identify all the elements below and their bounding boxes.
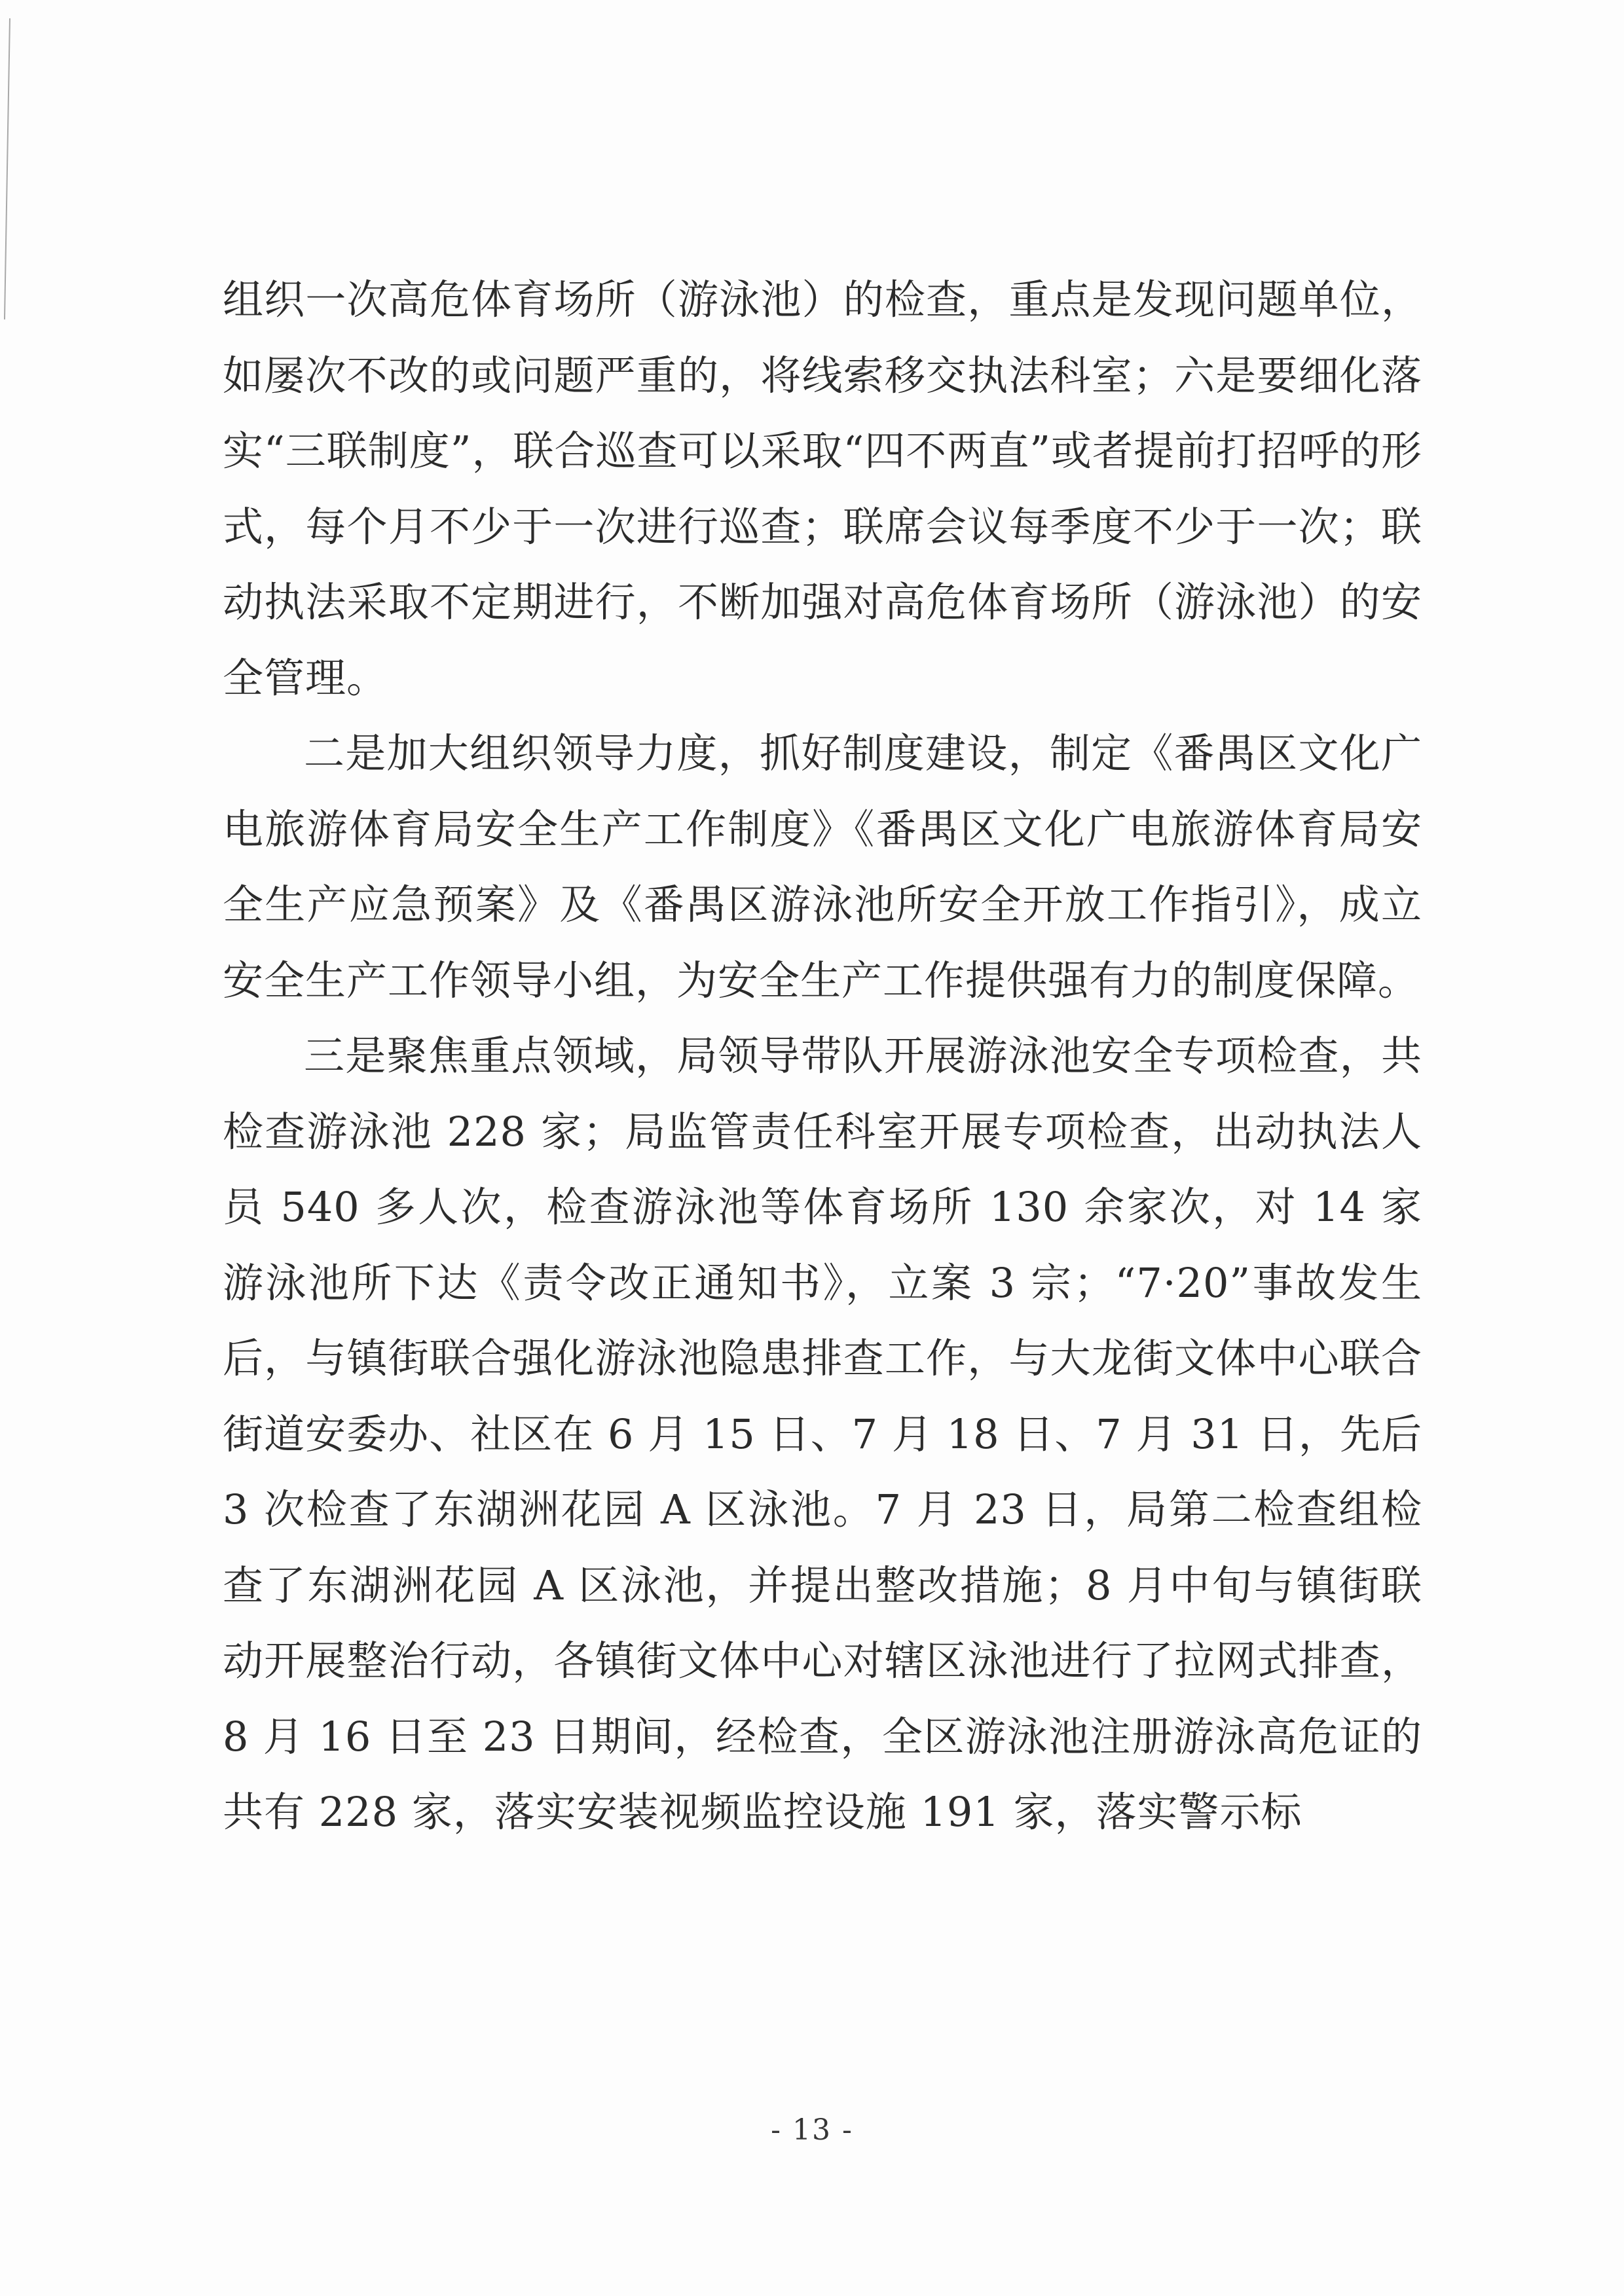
body-paragraph-second-point: 二是加大组织领导力度，抓好制度建设，制定《番禺区文化广电旅游体育局安全生产工作制度》《番禺区文化广电旅游体育局安全生产应急预案》及《番禺区游泳池所安全开放工作指引》，成立安全生产工作领导小组，为安全生产工作提供强有力的制度保障。 — [223, 729, 1422, 1004]
page-number: - 13 - — [771, 2113, 853, 2147]
body-paragraph-continuation: 组织一次高危体育场所（游泳池）的检查，重点是发现问题单位，如屡次不改的或问题严重的，将线索移交执法科室；六是要细化落实“三联制度”，联合巡查可以采取“四不两直”或者提前打招呼的形式，每个月不少于一次进行巡查；联席会议每季度不少于一次；联动执法采取不定期进行，不断加强对高危体育场所（游泳池）的安全管理。 — [223, 276, 1422, 702]
document-body — [223, 262, 1422, 1850]
body-paragraph-third-point: 三是聚焦重点领域，局领导带队开展游泳池安全专项检查，共检查游泳池 228 家；局监管责任科室开展专项检查，出动执法人员 540 多人次，检查游泳池等体育场所 130 余家次，对 14 家游泳池所下达《责令改正通知书》，立案 3 宗；“7·20”事故发生后，与镇街联合强化游泳池隐患排查工作，与大龙街文体中心联合街道安委办、社区在 6 月 15 日、7 月 18 日、7 月 31 日，先后 3 次检查了东湖洲花园 A 区泳池。7 月 23 日，局第二检查组检查了东湖洲花园 A 区泳池，并提出整改措施；8 月中旬与镇街联动开展整治行动，各镇街文体中心对辖区泳池进行了拉网式排查，8 月 16 日至 23 日期间，经检查，全区游泳池注册游泳高危证的共有 228 家，落实安装视频监控设施 191 家，落实警示标 — [223, 1032, 1422, 1836]
scan-artifact-line — [4, 18, 10, 319]
